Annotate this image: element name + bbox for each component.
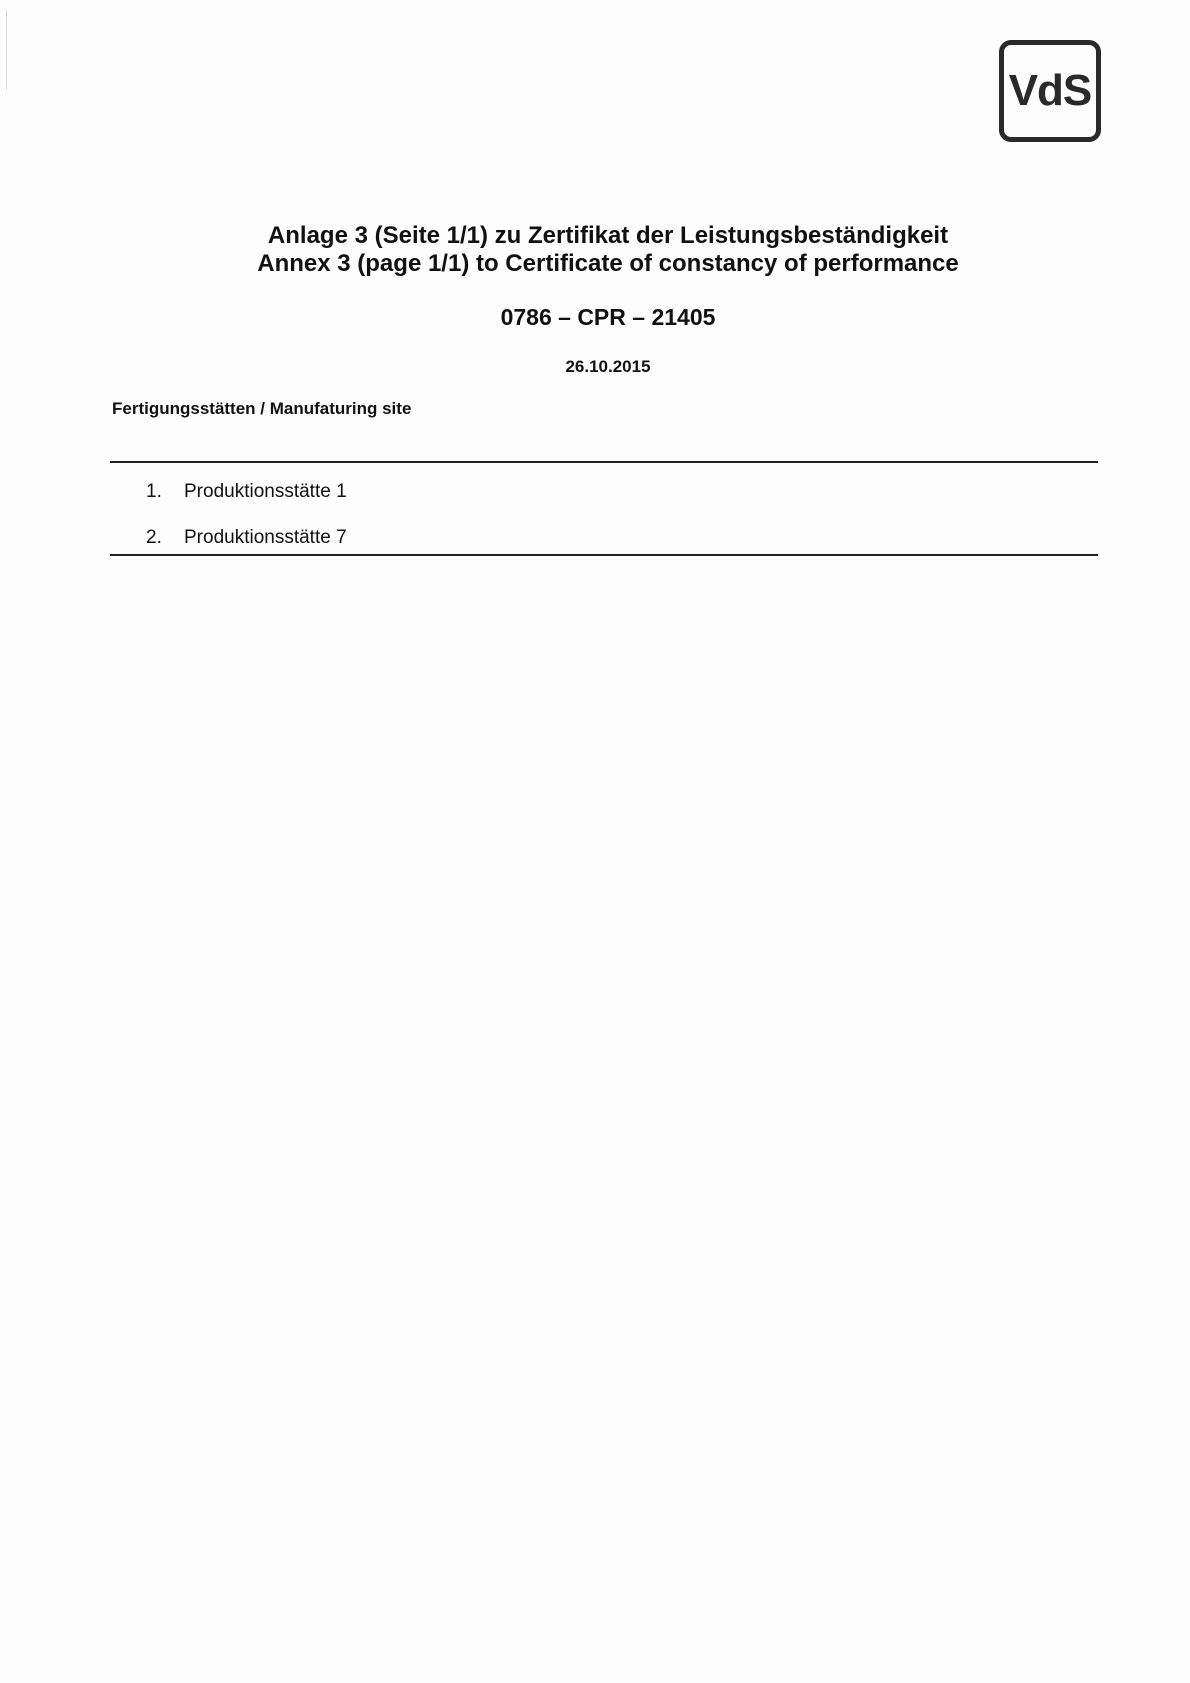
certificate-date: 26.10.2015 [565,357,651,376]
divider-top [110,461,1098,463]
scan-edge-mark [6,10,7,90]
section-label-manufacturing-site: Fertigungsstätten / Manufaturing site [112,399,412,418]
certificate-number: 0786 – CPR – 21405 [500,304,716,330]
list-item [146,469,347,515]
title-english: Annex 3 (page 1/1) to Certificate of constancy of performance [257,250,959,277]
vds-logo [999,40,1101,142]
title-german: Anlage 3 (Seite 1/1) zu Zertifikat der Leistungsbeständigkeit [267,222,949,249]
site-number: 2. [146,527,162,548]
vds-logo-text: VdS [1008,66,1092,115]
divider-bottom [110,554,1098,556]
site-list [146,469,347,561]
site-number: 1. [146,481,162,502]
site-name: Produktionsstätte 7 [184,527,347,548]
site-name: Produktionsstätte 1 [184,481,347,502]
document-title [0,222,1190,278]
